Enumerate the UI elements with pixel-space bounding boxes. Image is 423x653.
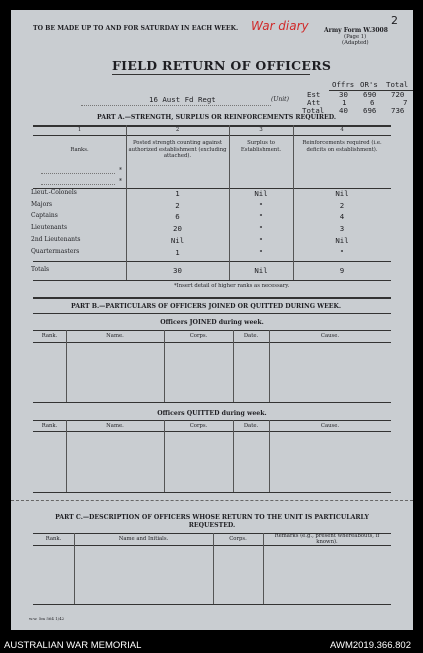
part-a-header-posted: Posted strength counting against authorized establishment (excluding attached). [128, 140, 227, 159]
summary-att-ors: 6 [370, 98, 375, 107]
title-underline [112, 74, 310, 75]
posted-value: 1 [175, 248, 180, 257]
quitted-col-divider-1 [66, 420, 67, 492]
surplus-value: " [258, 236, 264, 245]
part-a-blank-dots-1 [41, 173, 115, 174]
part-c-col-divider-2 [213, 533, 214, 604]
joined-col-date: Date. [243, 333, 259, 339]
summary-header-total: Total [386, 80, 409, 89]
summary-total-total: 736 [391, 106, 405, 115]
joined-col-rank: Rank. [41, 333, 58, 339]
quitted-top-rule [33, 420, 391, 421]
perforation-line [11, 500, 413, 501]
quitted-bottom-rule [33, 492, 391, 493]
part-a-header-surplus: Surplus to Establishment. [240, 140, 282, 153]
summary-header-ors: OR's [360, 80, 378, 89]
form-page [11, 10, 413, 630]
part-a-star-1: * [119, 167, 122, 174]
part-a-bottom-rule [33, 280, 391, 281]
joined-col-cause: Cause. [320, 333, 340, 339]
joined-header-rule [33, 342, 391, 343]
quitted-col-cause: Cause. [320, 423, 340, 429]
joined-top-rule [33, 330, 391, 331]
footer-institution: AUSTRALIAN WAR MEMORIAL [4, 640, 142, 651]
part-a-colnum-3: 3 [259, 127, 263, 133]
joined-col-divider-4 [269, 330, 270, 402]
part-b-title-rule [33, 313, 391, 314]
reinforcements-value: 3 [339, 224, 345, 233]
reinforcements-value: 4 [339, 212, 345, 221]
posted-value: 20 [173, 224, 182, 233]
summary-est-total: 720 [391, 90, 405, 99]
part-c-col-divider-3 [263, 533, 264, 604]
rank-label: Lieutenants [31, 224, 68, 231]
part-a-body-rule [33, 261, 391, 262]
totals-label: Totals [31, 266, 50, 273]
summary-att-offrs: 1 [342, 98, 347, 107]
part-c-col-corps: Corps. [229, 536, 247, 542]
part-c-col-name: Name and Initials. [118, 536, 169, 542]
rank-label: Captains [31, 212, 58, 219]
totals-surplus: Nil [254, 266, 268, 275]
joined-col-divider-1 [66, 330, 67, 402]
quitted-col-divider-2 [164, 420, 165, 492]
part-b-title: PART B.—PARTICULARS OF OFFICERS JOINED OR QUITTED DURING WEEK. [71, 303, 342, 310]
top-instruction: TO BE MADE UP TO AND FOR SATURDAY IN EACH WEEK. [33, 25, 239, 32]
part-a-header-ranks: Ranks. [70, 147, 89, 153]
form-page-label: (Page 1) [344, 34, 367, 40]
part-c-title-line2: REQUESTED. [188, 522, 236, 529]
posted-value: 2 [175, 201, 180, 210]
posted-value: Nil [170, 236, 185, 245]
quitted-col-corps: Corps. [189, 423, 208, 429]
part-b-top-rule [33, 297, 391, 299]
archive-footer [0, 638, 423, 653]
summary-total-ors: 696 [363, 106, 377, 115]
printer-mark: w.w. 5m 564 1/42 [29, 616, 65, 621]
summary-att-label: Att [307, 98, 321, 107]
reinforcements-value: Nil [335, 189, 349, 198]
quitted-header-rule [33, 431, 391, 432]
quitted-col-divider-4 [269, 420, 270, 492]
part-a-star-2: * [119, 178, 122, 185]
form-id: Army Form W.3008 [324, 27, 388, 34]
quitted-col-name: Name. [106, 423, 124, 429]
unit-dotted-line [81, 105, 271, 106]
summary-att-total: 7 [403, 98, 408, 107]
quitted-title: Officers QUITTED during week. [157, 410, 267, 417]
joined-col-divider-2 [164, 330, 165, 402]
quitted-col-divider-3 [233, 420, 234, 492]
surplus-value: " [258, 248, 264, 257]
surplus-value: Nil [254, 189, 268, 198]
summary-total-label: Total [302, 106, 325, 115]
totals-reinforcements: 9 [339, 266, 345, 275]
reinforcements-value: Nil [335, 236, 349, 245]
part-c-title-line1: PART C.—DESCRIPTION OF OFFICERS WHOSE RETURN TO THE UNIT IS PARTICULARLY [55, 514, 369, 521]
part-a-colnum-rule [33, 135, 391, 136]
surplus-value: " [258, 224, 264, 233]
rank-label: Majors [31, 201, 53, 208]
part-c-col-divider-1 [74, 533, 75, 604]
rank-label: Lieut.-Colonels [31, 189, 77, 196]
joined-col-divider-3 [233, 330, 234, 402]
rank-label: Quartermasters [31, 248, 80, 255]
part-a-colnum-2: 2 [175, 127, 180, 133]
part-a-title: PART A.—STRENGTH, SURPLUS OR REINFORCEMENTS REQUIRED. [97, 114, 337, 121]
unit-name: 16 Aust Fd Regt [149, 95, 216, 104]
summary-header-offrs: Offrs [332, 80, 355, 89]
part-a-colnum-1: 1 [77, 127, 82, 133]
joined-bottom-rule [33, 402, 391, 403]
summary-est-offrs: 30 [339, 90, 348, 99]
handwritten-note: War diary [251, 19, 309, 33]
posted-value: 1 [175, 189, 180, 198]
surplus-value: " [258, 212, 264, 221]
page-number: 2 [391, 14, 398, 27]
page-title: FIELD RETURN OF OFFICERS [112, 58, 332, 73]
joined-title: Officers JOINED during week. [160, 319, 264, 326]
part-a-blank-dots-2 [41, 184, 115, 185]
quitted-col-rank: Rank. [41, 423, 58, 429]
part-a-header-reinforcements: Reinforcements required (i.e. deficits on establishment). [302, 140, 382, 153]
reinforcements-value: " [339, 248, 345, 257]
posted-value: 6 [175, 212, 180, 221]
surplus-value: " [258, 201, 264, 210]
totals-posted: 30 [173, 266, 182, 275]
summary-est-label: Est [307, 90, 321, 99]
part-c-bottom-rule [33, 604, 391, 605]
reinforcements-value: 2 [339, 201, 345, 210]
part-a-footnote: *Insert detail of higher ranks as necessary. [174, 283, 290, 289]
summary-est-ors: 690 [363, 90, 377, 99]
joined-col-name: Name. [106, 333, 124, 339]
rank-label: 2nd Lieutenants [31, 236, 81, 243]
footer-accession-number: AWM2019.366.802 [330, 640, 411, 651]
summary-total-offrs: 40 [339, 106, 348, 115]
form-adapted-label: (Adapted) [342, 40, 369, 46]
part-c-col-remarks: Remarks (e.g., present whereabouts, if known). [274, 533, 380, 545]
joined-col-corps: Corps. [189, 333, 208, 339]
quitted-col-date: Date. [243, 423, 259, 429]
unit-label: (Unit) [271, 96, 289, 103]
part-a-colnum-4: 4 [340, 127, 344, 133]
part-c-col-rank: Rank. [45, 536, 62, 542]
